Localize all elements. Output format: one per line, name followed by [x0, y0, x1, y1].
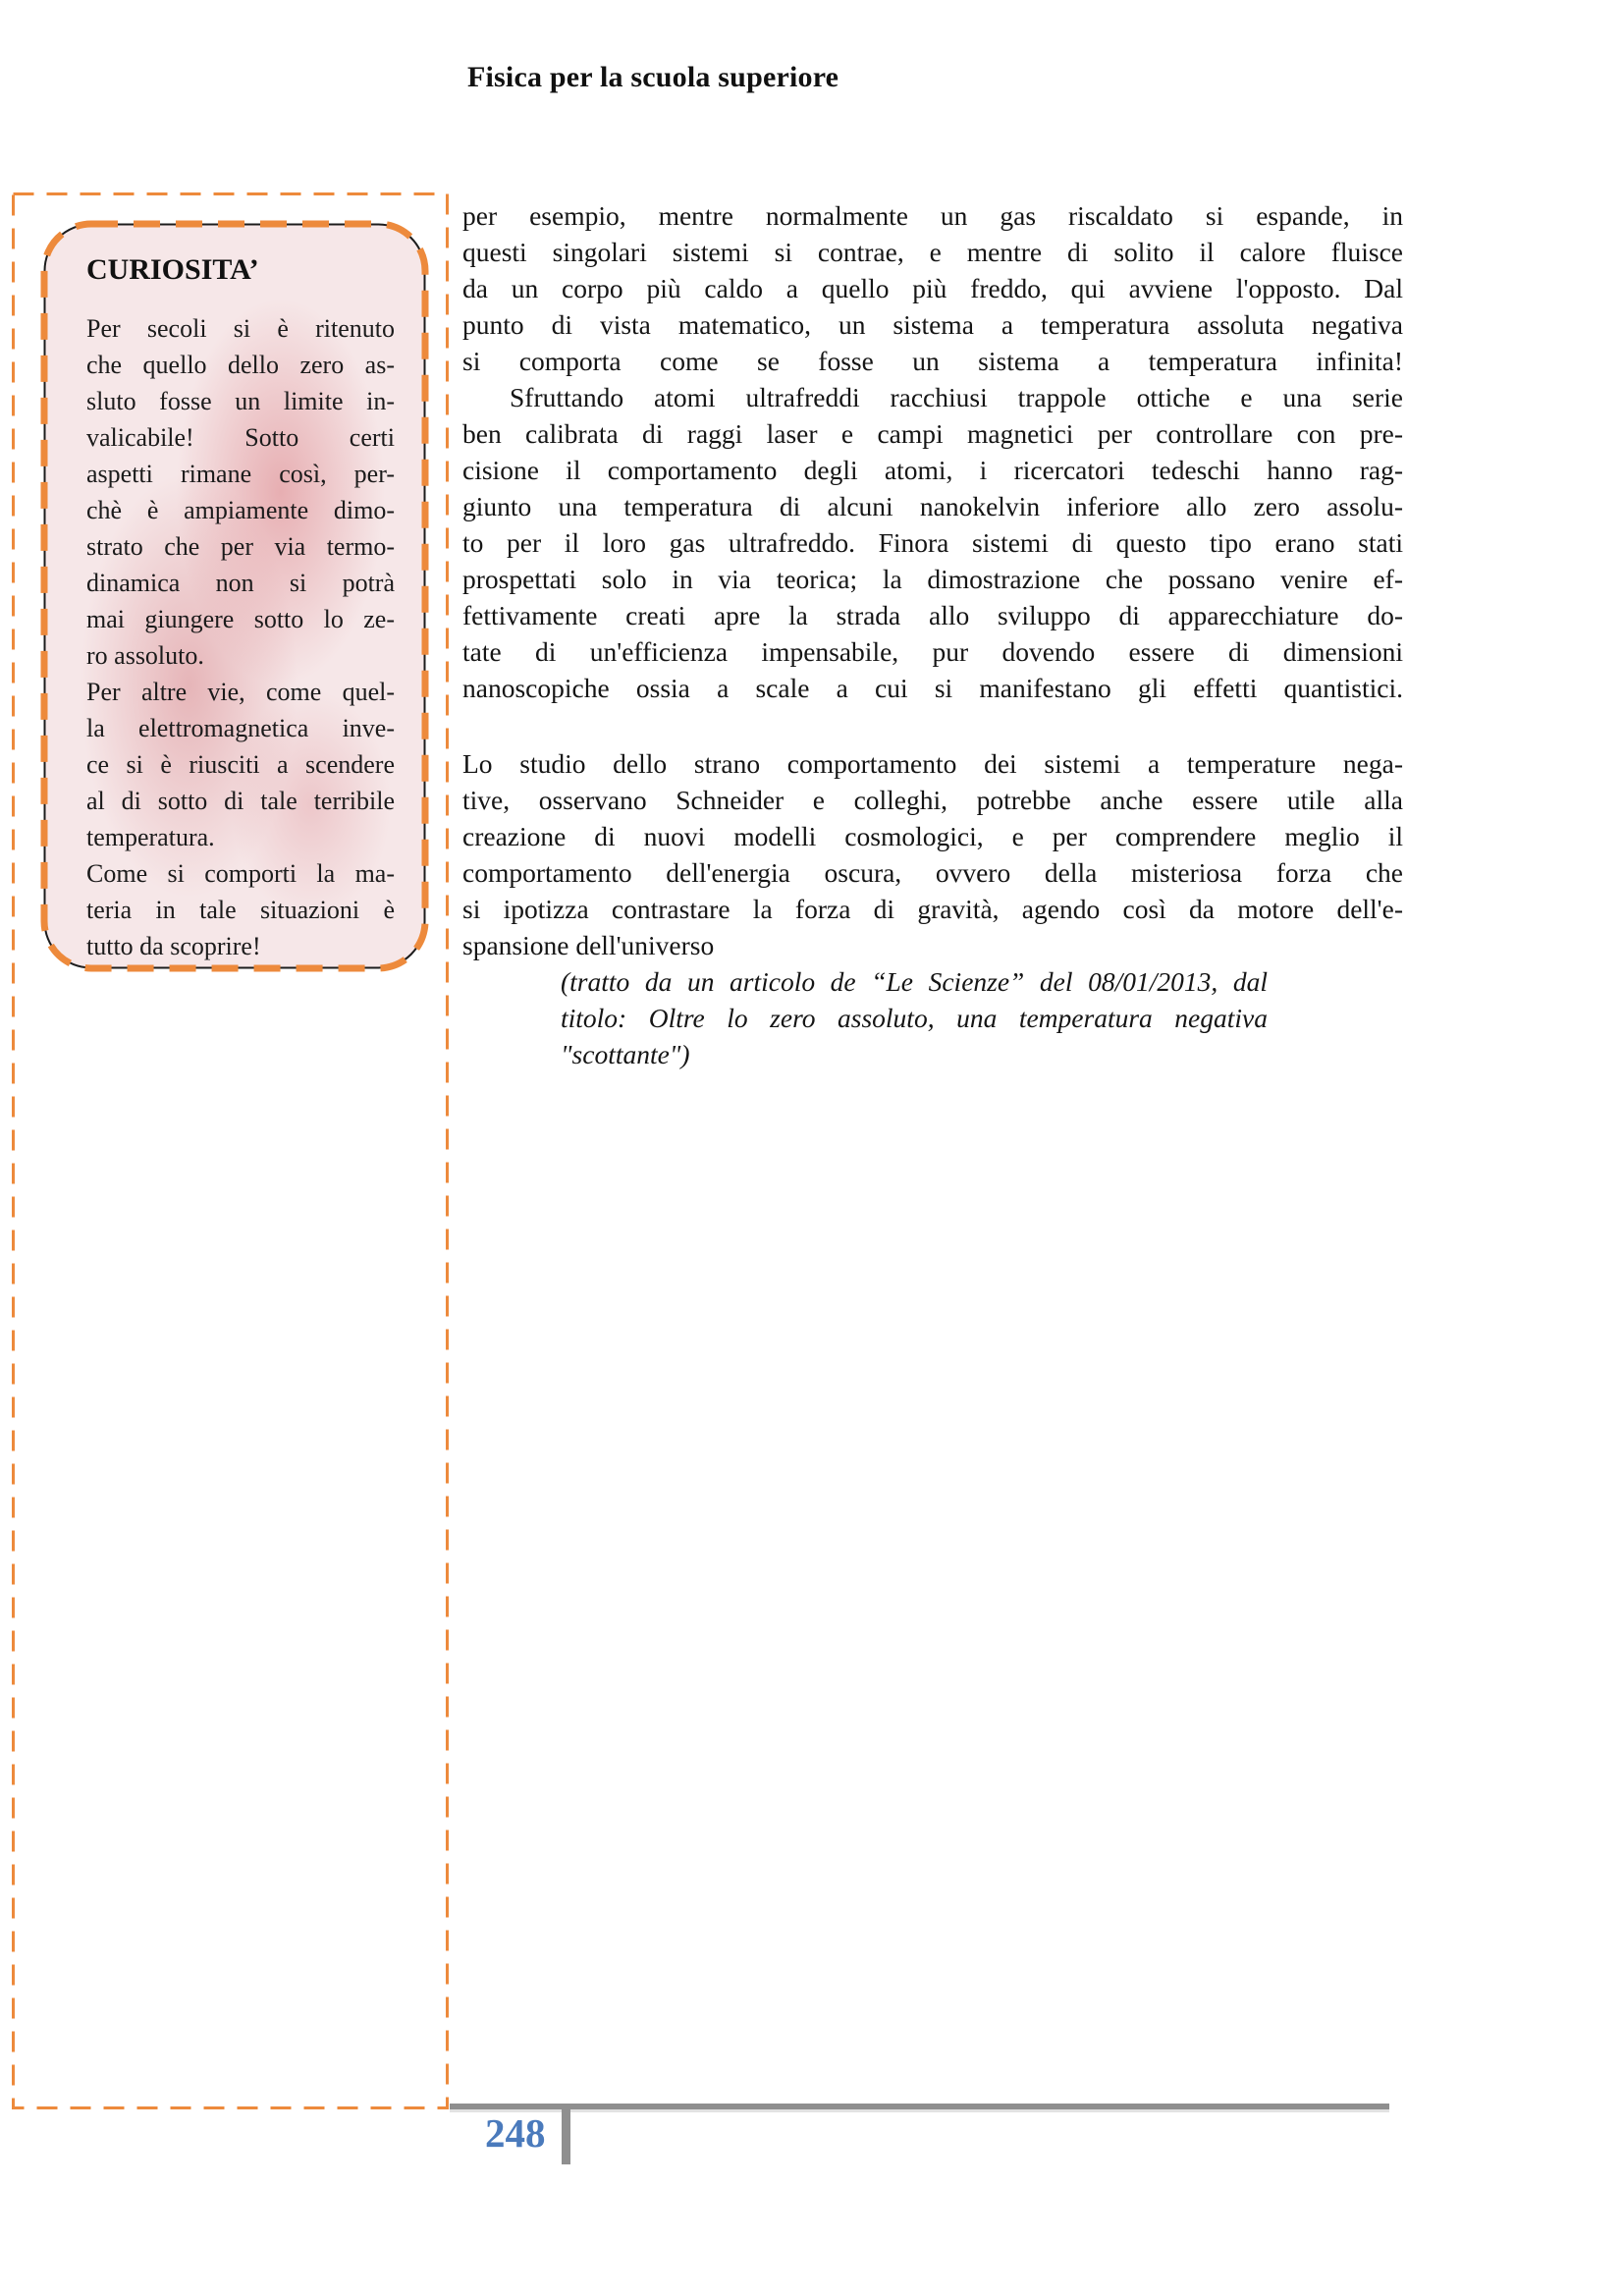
text-line: al di sotto di tale terribile: [86, 787, 395, 815]
paragraph: [561, 963, 1268, 1072]
curiosity-title: CURIOSITA’: [86, 253, 259, 286]
text-line: chè è ampiamente dimo-: [86, 496, 395, 524]
text-line: giunto una temperatura di alcuni nanokelvin inferiore allo zero assolu-: [462, 491, 1403, 521]
text-line: si comporta come se fosse un sistema a temperatura infinita!: [462, 346, 1403, 376]
text-line: Sfruttando atomi ultrafreddi racchiusi trappole ottiche e una serie: [510, 382, 1403, 412]
text-line: to per il loro gas ultrafreddo. Finora sistemi di questo tipo erano stati: [462, 527, 1403, 558]
text-line: si ipotizza contrastare la forza di gravità, agendo così da motore dell'e-: [462, 894, 1403, 924]
text-line: Per secoli si è ritenuto: [86, 314, 395, 343]
text-line: nanoscopiche ossia a scale a cui si manifestano gli effetti quantistici.: [462, 673, 1403, 703]
main-paragraphs: [462, 197, 1403, 963]
footer-rule-vertical: [562, 2104, 570, 2164]
curiosity-box: [44, 224, 425, 968]
text-line: tate di un'efficienza impensabile, pur dovendo essere di dimensioni: [462, 636, 1403, 667]
text-line: "scottante"): [561, 1039, 690, 1069]
text-line: che quello dello zero as-: [86, 351, 395, 379]
paragraph: [86, 675, 395, 856]
text-line: sluto fosse un limite in-: [86, 387, 395, 415]
text-line: Per altre vie, come quel-: [86, 678, 395, 706]
text-line: Come si comporti la ma-: [86, 859, 395, 888]
text-line: ce si è riusciti a scendere: [86, 750, 395, 779]
text-line: aspetti rimane così, per-: [86, 460, 395, 488]
paragraph: [86, 311, 395, 675]
text-line: ro assoluto.: [86, 641, 204, 670]
text-line: titolo: Oltre lo zero assoluto, una temperatura negativa: [561, 1003, 1268, 1033]
text-line: strato che per via termo-: [86, 532, 395, 561]
text-line: cisione il comportamento degli atomi, i ricercatori tedeschi hanno rag-: [462, 455, 1403, 485]
text-line: comportamento dell'energia oscura, ovvero della misteriosa forza che: [462, 857, 1403, 888]
text-line: punto di vista matematico, un sistema a temperatura assoluta negativa: [462, 309, 1403, 340]
paragraph: [462, 379, 1403, 706]
text-line: fettivamente creati apre la strada allo sviluppo di apparecchiature do-: [462, 600, 1403, 630]
text-line: temperatura.: [86, 823, 215, 851]
text-line: tive, osservano Schneider e colleghi, potrebbe anche essere utile alla: [462, 785, 1403, 815]
text-line: spansione dell'universo: [462, 930, 715, 960]
text-line: tutto da scoprire!: [86, 932, 261, 960]
text-line: ben calibrata di raggi laser e campi magnetici per controllare con pre-: [462, 418, 1403, 449]
text-line: la elettromagnetica inve-: [86, 714, 395, 742]
paragraph: [86, 856, 395, 965]
text-line: questi singolari sistemi si contrae, e mentre di solito il calore fluisce: [462, 237, 1403, 267]
text-line: da un corpo più caldo a quello più freddo, qui avviene l'opposto. Dal: [462, 273, 1403, 303]
curiosity-text: [86, 311, 395, 965]
text-line: dinamica non si potrà: [86, 569, 395, 597]
page-number: 248: [485, 2110, 546, 2156]
text-line: Lo studio dello strano comportamento dei sistemi a temperature nega-: [462, 748, 1403, 779]
text-line: valicabile! Sotto certi: [86, 423, 395, 452]
text-line: creazione di nuovi modelli cosmologici, e per comprendere meglio il: [462, 821, 1403, 851]
text-line: (tratto da un articolo de “Le Scienze” del 08/01/2013, dal: [561, 966, 1268, 997]
text-line: teria in tale situazioni è: [86, 896, 395, 924]
paragraph: [462, 745, 1403, 963]
footer-rule-horizontal: [450, 2104, 1389, 2109]
citation-block: [561, 963, 1268, 1072]
text-line: prospettati solo in via teorica; la dimostrazione che possano venire ef-: [462, 564, 1403, 594]
page-title: Fisica per la scuola superiore: [467, 61, 839, 93]
paragraph: [462, 197, 1403, 379]
text-line: per esempio, mentre normalmente un gas riscaldato si espande, in: [462, 200, 1403, 231]
main-text-column: [462, 197, 1403, 1072]
text-line: mai giungere sotto lo ze-: [86, 605, 395, 633]
